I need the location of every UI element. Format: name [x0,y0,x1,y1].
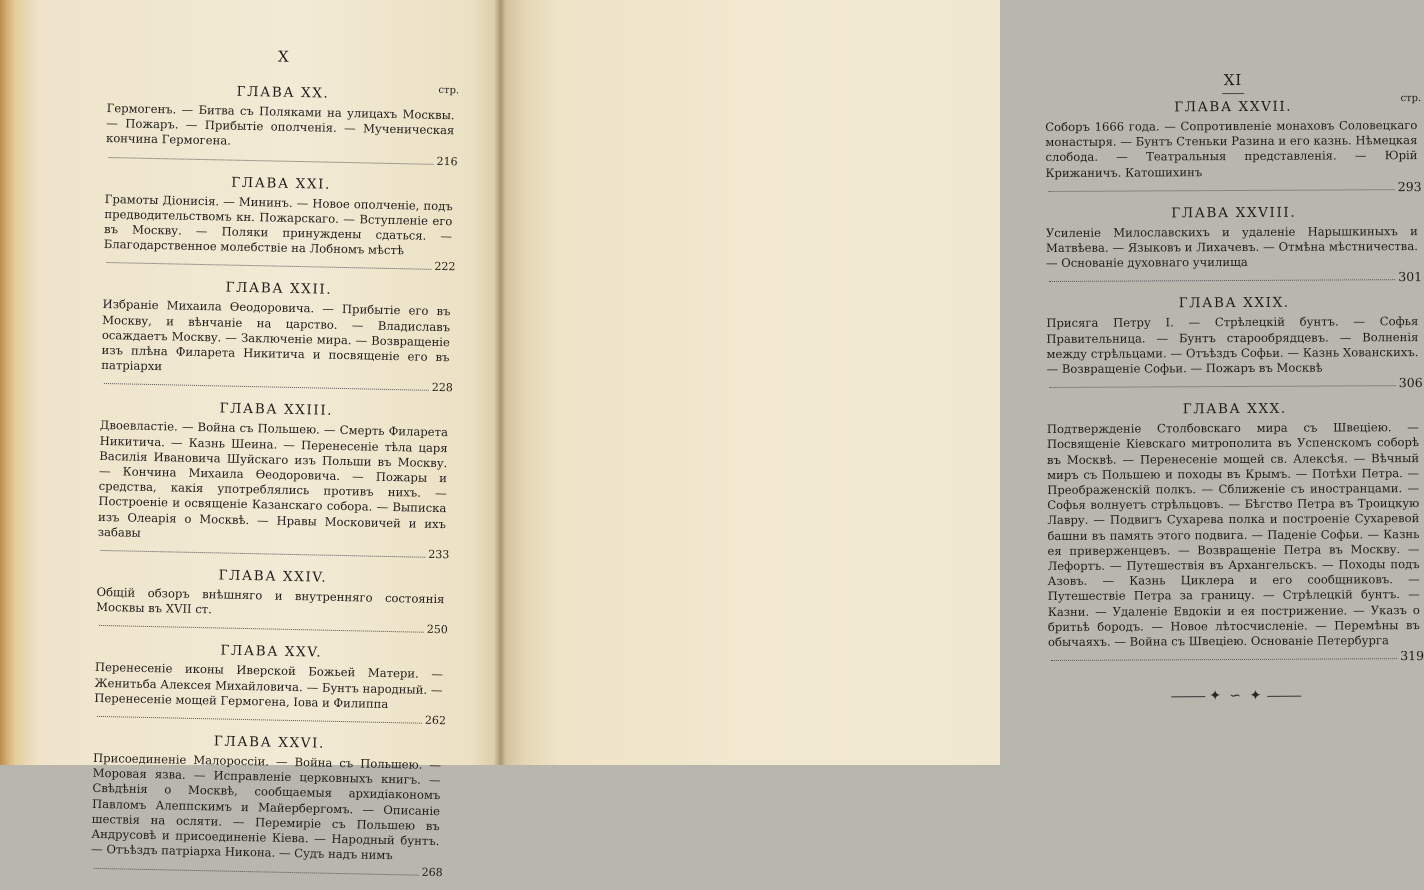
chapter-title: ГЛАВА XXVIII. [1171,204,1297,222]
chapter-entry [103,172,457,275]
chapter-title: ГЛАВА XXIX. [1178,295,1290,312]
chapter-entry [101,277,455,395]
chapter-page-number: 319 [1400,648,1424,664]
chapter-title: ГЛАВА XXIV. [218,567,328,586]
chapter-title: ГЛАВА XXII. [225,279,333,299]
right-contents-column [1045,70,1424,705]
chapter-page-number: 268 [421,865,443,879]
chapter-entry [1046,204,1422,287]
page-column-label: стр. [1400,93,1422,105]
book-gutter [494,0,506,765]
chapter-page-number: 228 [431,381,454,395]
left-contents-column [90,44,459,890]
chapter-summary: Присяга Петру I. — Стрѣлецкій бунтъ. — Софья Правительница. — Бунтъ старообрядцевъ. — Волненія между стрѣльцами. — Отъѣздъ Софьи. — Казнь Хованскихъ. — Возвращеніе Софьи. — Пожаръ въ Москвѣ [1046,314,1419,377]
left-page-number: X [277,47,290,66]
chapter-title: ГЛАВА XXVII. [1174,98,1293,116]
chapter-entry [91,731,446,880]
chapter-summary: Присоединеніе Малороссіи. — Война съ Польшею. — Моровая язва. — Исправленіе церковныхъ книгъ. — Свѣдѣнія о Москвѣ, сообщаемыя архидіакономъ Павломъ Алеппскимъ и Майербергомъ. — Описаніе шествія на осляти. — Перемиріе съ Польшею въ Андрусовѣ и присоединеніе Кіева. — Народный бунтъ. — Отъѣздъ патріарха Никона. — Судъ надъ нимъ [90,750,442,863]
right-page [500,0,1424,765]
chapter-entry [97,398,452,562]
chapter-page-number: 306 [1398,375,1423,391]
chapter-summary: Подтвержденіе Столбовскаго мира съ Швеціею. — Посвященіе Кіевскаго митрополита въ Успенскомъ соборѣ въ Москвѣ. — Перенесеніе мощей св. Алексѣя. — Вѣчный миръ съ Польшею и походы въ Крымъ. — Потѣхи Петра. — Преображенскій полкъ. — Сближеніе съ иностранцами. — Софья волнуетъ стрѣльцовъ. — Бѣгство Петра въ Троицкую Лавру. — Подвигъ Сухарева полка и построеніе Сухаревой башни въ память этого подвига. — Паденіе Софьи. — Казнь ея приверженцевъ. — Возвращеніе Петра въ Москву. — Лефортъ. — Путешествія въ Архангельскъ. — Походы подъ Азовъ. — Казнь Циклера и его сообщниковъ. — Путешествіе Петра за границу. — Стрѣлецкій бунтъ. — Казни. — Удаленіе Евдокіи и ея пострижение. — Указъ о бритьѣ бородъ. — Новое лѣтосчисленіе. — Перемѣны въ обычаяхъ. — Война съ Швеціею. Основаніе Петербурга [1046,420,1420,650]
chapter-summary: Гермогенъ. — Битва съ Поляками на улицахъ Москвы. — Пожаръ. — Прибытіе ополченія. — Мученическая кончина Гермогена. [105,100,455,148]
chapter-summary: Соборъ 1666 года. — Сопротивленіе монаховъ Соловецкаго монастыря. — Бунтъ Стеньки Разина и его казнь. Нѣмецкая слобода. — Театральныя представленія. — Юрій Крижаничъ. Катошихинъ [1045,118,1418,180]
chapter-summary: Усиленіе Милославскихъ и удаленіе Нарышкиныхъ и Матвѣева. — Языковъ и Лихачевъ. — Отмѣна мѣстничества. — Основаніе духовнаго училища [1045,223,1418,271]
chapter-page-number: 216 [436,154,458,168]
chapter-entry [1047,400,1424,665]
book-edge [0,0,16,765]
right-page-number: XI [1223,70,1243,90]
chapter-summary: Перенесеніе иконы Иверской Божьей Матери. — Женитьба Алексея Михайловича. — Бунтъ народный. — Перенесеніе мощей Гермогена, Іова и Филиппа [94,660,444,711]
chapter-page-number: 293 [1397,178,1422,194]
chapter-page-number: 250 [426,623,448,637]
chapter-title: ГЛАВА XXIII. [219,400,334,420]
chapter-page-number: 301 [1398,269,1423,285]
chapter-entry [1046,294,1422,392]
chapter-title: ГЛАВА XXI. [231,174,332,193]
left-page [0,0,500,879]
page-column-label: стр. [438,84,460,97]
chapter-summary: Общій обзоръ внѣшняго и внутренняго состоянія Москвы въ XVII ст. [96,584,445,617]
chapter-summary: Избраніе Михаила Ѳеодоровича. — Прибытіе его въ Москву, и вѣнчаніе на царство. — Владиславъ осаждаетъ Москву. — Заключеніе мира. — Возвращеніе изъ плѣна Филарета Никитича и посвященіе его въ патріархи [101,297,451,374]
chapter-entry [96,565,449,638]
chapter-title: ГЛАВА XXVI. [213,733,326,752]
chapter-title: ГЛАВА XX. [236,83,330,102]
ornament-icon: ✦ ∽ ✦ [1209,688,1264,705]
chapter-summary: Двоевластіе. — Война съ Польшею. — Смерть Филарета Никитича. — Казнь Шеина. — Перенесеніе тѣла царя Василія Ивановича Шуйскаго изъ Польши въ Москву. — Кончина Михаила Ѳеодоровича. — Пожары и средства, какія употреблялись противъ нихъ. — Построеніе и освященіе Казанскаго собора. — Выписка изъ Олеарія о Москвѣ. — Нравы Московичей и ихъ забавы [97,418,449,540]
chapter-entry [106,81,460,169]
chapter-page-number: 222 [434,260,456,274]
ornament-divider [1048,687,1424,705]
chapter-entry [94,640,448,728]
chapter-summary: Грамоты Діонисія. — Мининъ. — Новое ополченіе, подъ предводительствомъ кн. Пожарскаго. — Вступленіе его въ Москву. — Поляки принуждены сдаться. — Благодарственное молебствіе на Лобномъ мѣстѣ [103,191,453,258]
chapter-entry [1045,98,1421,196]
chapter-page-number: 262 [424,713,447,728]
chapter-page-number: 233 [428,547,450,562]
chapter-title: ГЛАВА XXV. [220,642,323,662]
chapter-title: ГЛАВА XXX. [1182,400,1287,418]
